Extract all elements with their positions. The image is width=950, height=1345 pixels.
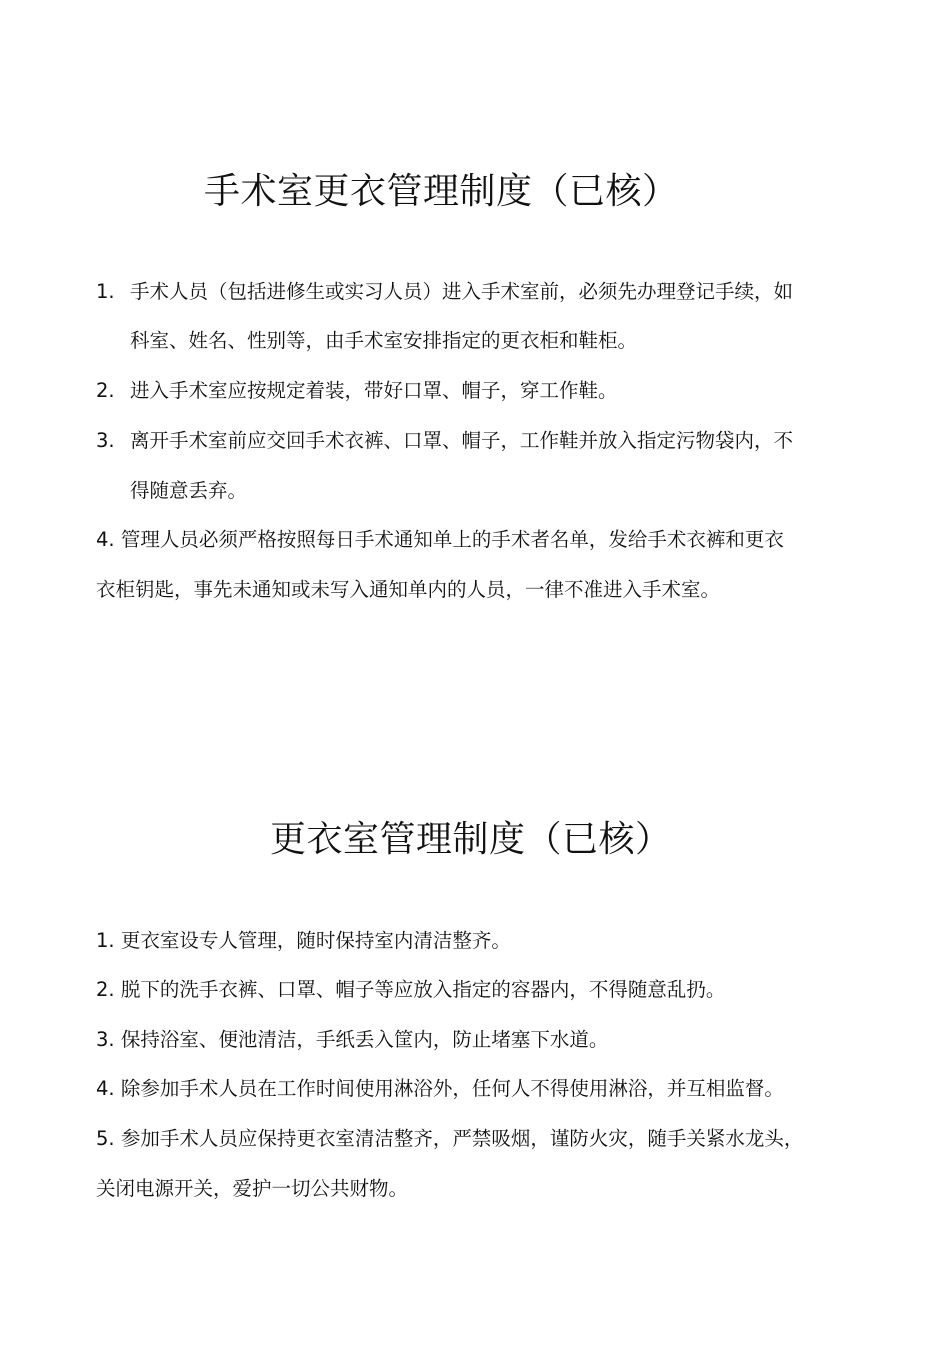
section1-title: 手术室更衣管理制度（已核）	[204, 171, 679, 212]
section1-item-2-line-1	[96, 377, 618, 405]
section1-item-4-line-2	[96, 576, 720, 604]
section2-item-1-text: 更衣室设专人管理，随时保持室内清洁整齐。	[120, 929, 511, 952]
section1-item-2-text-1: 进入手术室应按规定着装，带好口罩、帽子，穿工作鞋。	[130, 379, 618, 402]
section2-item-5-line-2	[96, 1175, 408, 1203]
section1-item-1-text-2: 科室、姓名、性别等，由手术室安排指定的更衣柜和鞋柜。	[130, 329, 638, 352]
section1-item-1-text-1: 手术人员（包括进修生或实习人员）进入手术室前，必须先办理登记手续，如	[130, 280, 794, 303]
section1-item-3-line-2	[130, 477, 247, 505]
section1-item-4-text-2: 衣柜钥匙，事先未通知或未写入通知单内的人员，一律不准进入手术室。	[96, 578, 721, 601]
section1-item-4-line-1	[96, 526, 784, 554]
section2-item-1-number: 1.	[96, 929, 115, 952]
section2-item-2-number: 2.	[96, 978, 115, 1001]
section2-item-5-text-2: 关闭电源开关，爱护一切公共财物。	[96, 1177, 409, 1200]
section1-item-4-number: 4.	[96, 528, 115, 551]
section2-item-5-line-1	[96, 1125, 803, 1153]
section1-item-3-line-1	[96, 427, 793, 455]
section2-item-3-number: 3.	[96, 1028, 115, 1051]
section1-item-3-text-1: 离开手术室前应交回手术衣裤、口罩、帽子，工作鞋并放入指定污物袋内，不	[130, 429, 794, 452]
section1-item-1-line-2	[130, 327, 637, 355]
section1-item-3-text-2: 得随意丢弃。	[130, 479, 248, 502]
section1-item-1-number: 1.	[96, 280, 115, 303]
section2-item-4	[96, 1075, 784, 1103]
section2-item-3-text: 保持浴室、便池清洁，手纸丢入筐内，防止堵塞下水道。	[120, 1028, 609, 1051]
section2-item-5-number: 5.	[96, 1127, 115, 1150]
section1-item-1-line-1	[96, 278, 793, 306]
section2-title: 更衣室管理制度（已核）	[270, 819, 672, 860]
section2-item-2	[96, 976, 725, 1004]
section2-item-4-text: 除参加手术人员在工作时间使用淋浴外，任何人不得使用淋浴，并互相监督。	[120, 1077, 784, 1100]
section2-item-3	[96, 1026, 608, 1054]
section1-item-3-number: 3.	[96, 429, 115, 452]
section2-item-4-number: 4.	[96, 1077, 115, 1100]
section1-item-4-text-1: 管理人员必须严格按照每日手术通知单上的手术者名单，发给手术衣裤和更衣	[120, 528, 784, 551]
section1-item-2-number: 2.	[96, 379, 115, 402]
section2-item-5-text-1: 参加手术人员应保持更衣室清洁整齐，严禁吸烟，谨防火灾，随手关紧水龙头，	[120, 1127, 804, 1150]
section2-item-1	[96, 927, 511, 955]
section2-item-2-text: 脱下的洗手衣裤、口罩、帽子等应放入指定的容器内，不得随意乱扔。	[120, 978, 726, 1001]
